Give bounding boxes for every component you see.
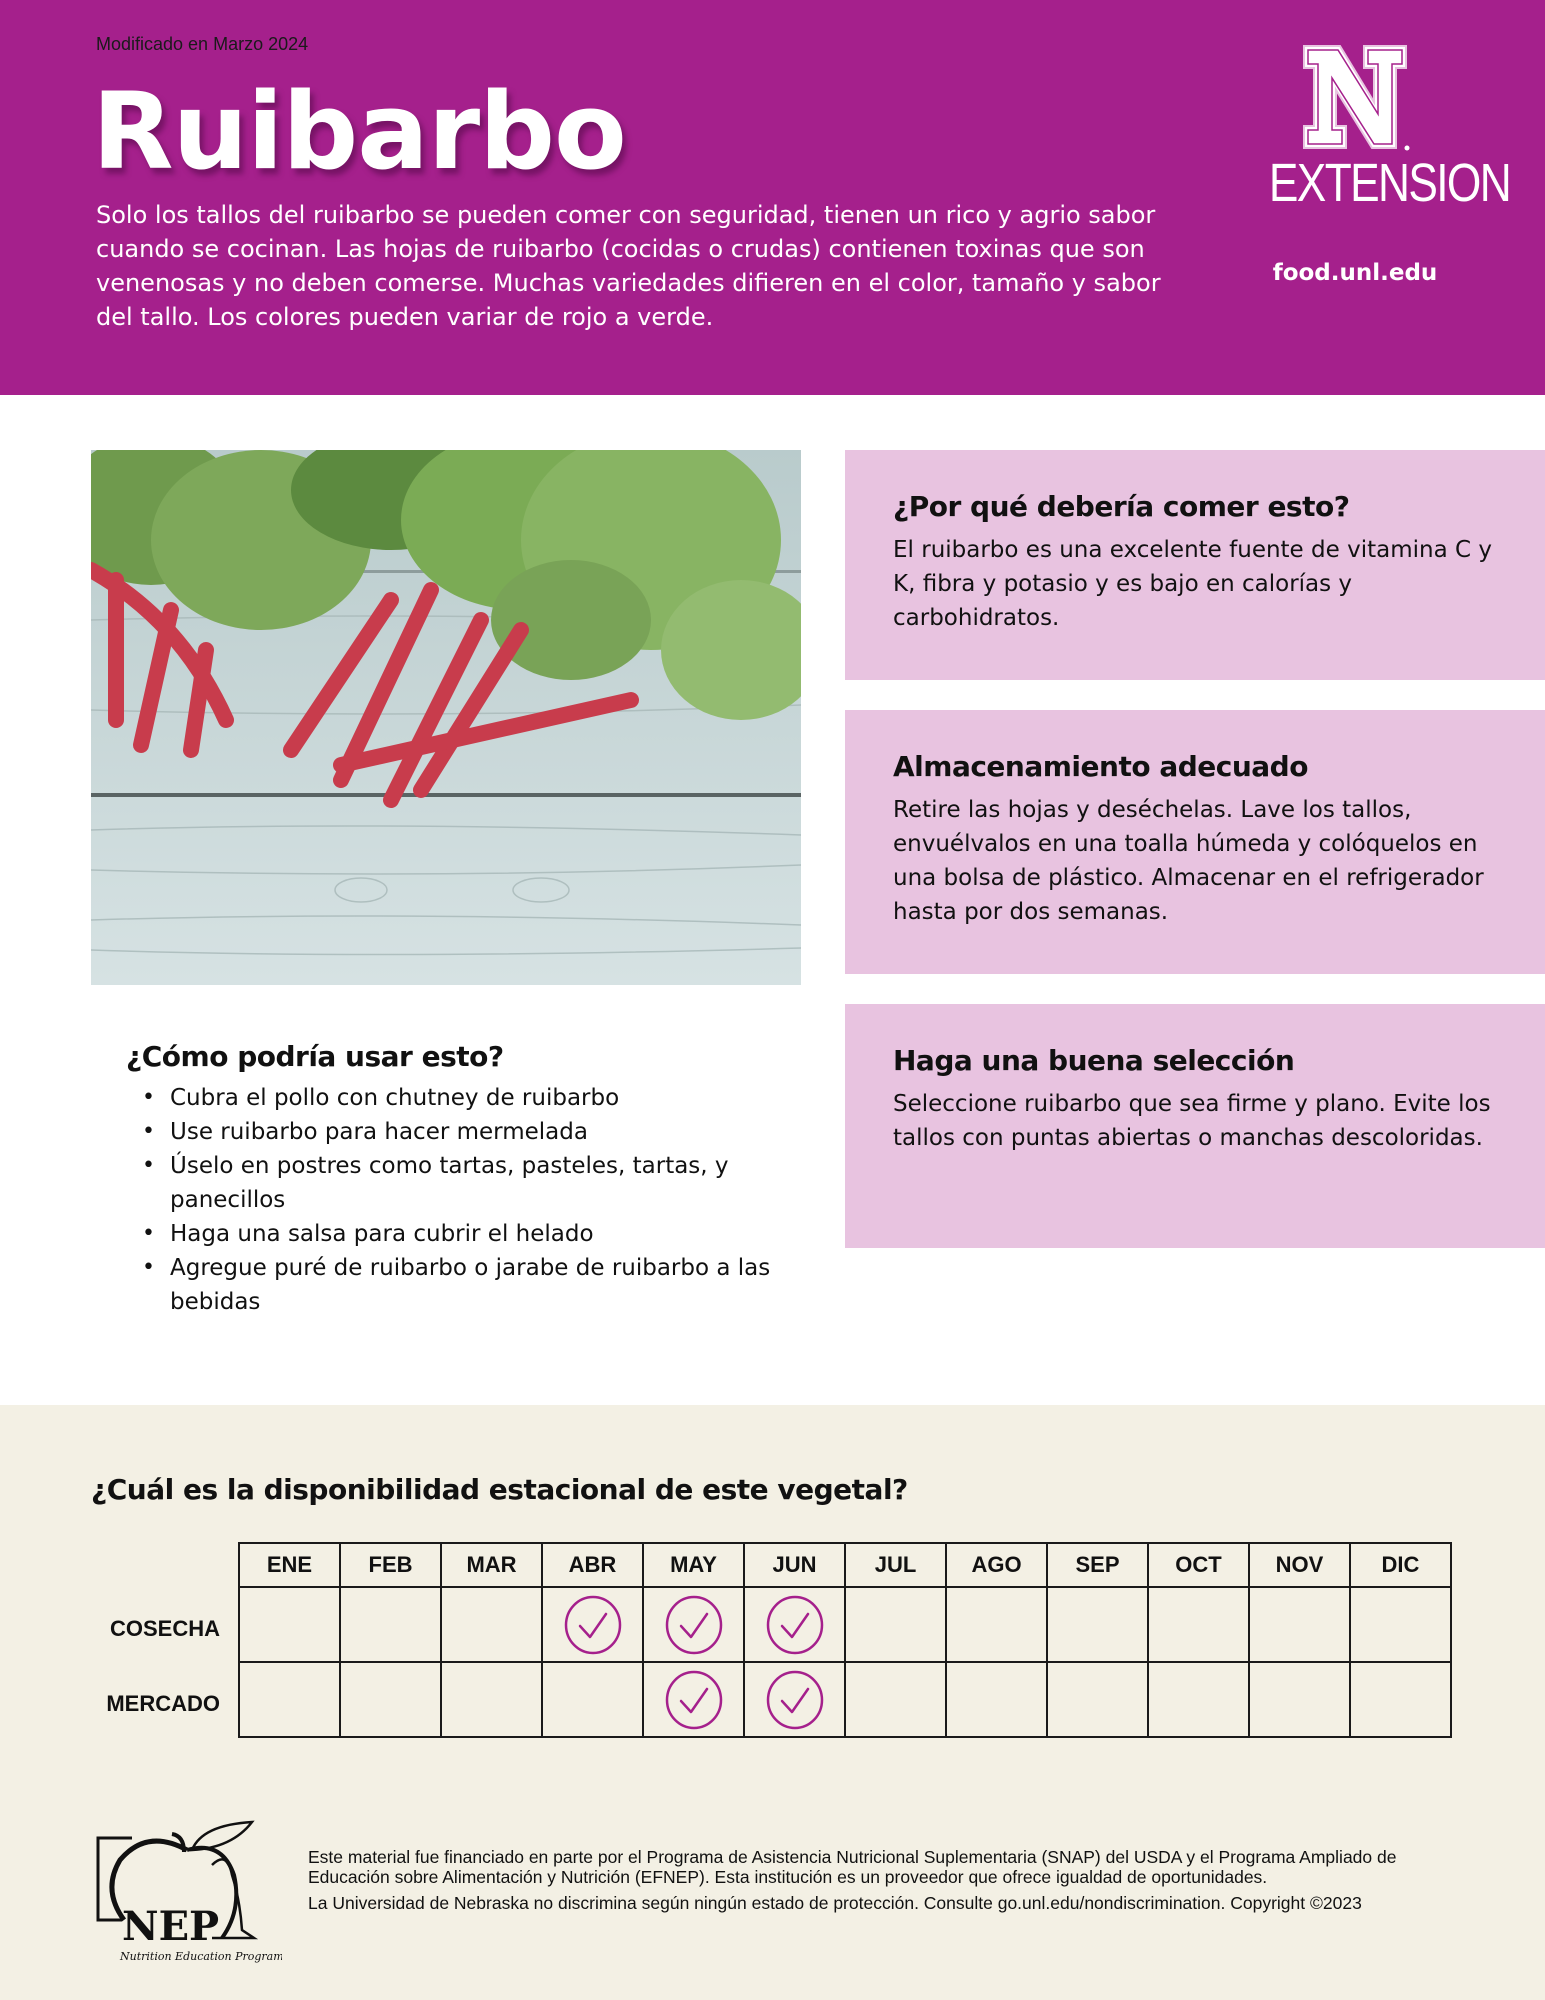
nondiscrimination-statement: La Universidad de Nebraska no discrimina según ningún estado de protección. Consulte go.unl.edu/nondiscrimination. Copyright ©2023 [308,1893,1362,1913]
header-banner [0,0,1545,395]
nep-letters: NEP [122,1903,220,1950]
legal-text [308,1847,1408,1913]
why-eat-title: ¿Por qué debería comer esto? [893,490,1350,523]
month-header: DIC [1350,1543,1451,1587]
website-link[interactable]: food.unl.edu [1272,260,1438,286]
calendar-cell [239,1662,340,1737]
month-header-row [239,1543,1451,1587]
why-eat-box [845,450,1545,680]
use-list [126,1081,786,1319]
month-header: JUN [744,1543,845,1587]
month-header: NOV [1249,1543,1350,1587]
calendar-cell [542,1662,643,1737]
calendar-cell [441,1587,542,1662]
nebraska-extension-logo [1250,42,1511,286]
month-header: MAR [441,1543,542,1587]
calendar-cell [744,1662,845,1737]
month-header: AGO [946,1543,1047,1587]
list-item: • Haga una salsa para cubrir el helado [126,1217,786,1251]
calendar-cell [643,1662,744,1737]
list-item: • Use ruibarbo para hacer mermelada [126,1115,786,1149]
calendar-cell [1047,1662,1148,1737]
calendar-cell [340,1587,441,1662]
calendar-cell [1148,1662,1249,1737]
check-circle-icon [765,1595,825,1655]
row-label-market: MERCADO [106,1691,220,1716]
apple-nebraska-icon [92,1820,282,1965]
calendar-cell [239,1587,340,1662]
rhubarb-photo [91,450,801,985]
how-to-use-section [126,1040,786,1319]
storage-title: Almacenamiento adecuado [893,750,1308,783]
nep-subtitle: Nutrition Education Program [120,1950,282,1963]
calendar-cell [1249,1587,1350,1662]
calendar-cell [744,1587,845,1662]
calendar-cell [1350,1662,1451,1737]
calendar-cell [1047,1587,1148,1662]
list-item: • Úselo en postres como tartas, pasteles, tartas, y panecillos [126,1149,786,1217]
calendar-cell [845,1662,946,1737]
check-circle-icon [765,1670,825,1730]
extension-wordmark: EXTENSION [1268,153,1511,213]
selection-box [845,1004,1545,1248]
check-circle-icon [563,1595,623,1655]
storage-text: Retire las hojas y deséchelas. Lave los tallos, envuélvalos en una toalla húmeda y colóquelos en una bolsa de plástico. Almacenar en el refrigerador hasta por dos semanas. [893,797,1484,925]
rhubarb-image-icon [91,450,801,985]
calendar-cell [441,1662,542,1737]
market-row [239,1662,1451,1737]
storage-box [845,710,1545,974]
calendar-cell [845,1587,946,1662]
seasonal-calendar-table [238,1542,1452,1738]
calendar-cell [1148,1587,1249,1662]
month-header: SEP [1047,1543,1148,1587]
modified-date: Modificado en Marzo 2024 [96,34,309,54]
how-to-use-title: ¿Cómo podría usar esto? [126,1040,504,1073]
check-circle-icon [664,1595,724,1655]
seasonal-title: ¿Cuál es la disponibilidad estacional de este vegetal? [91,1473,908,1506]
calendar-cell [1350,1587,1451,1662]
month-header: ABR [542,1543,643,1587]
row-label-harvest: COSECHA [109,1616,220,1641]
selection-text: Seleccione ruibarbo que sea firme y plano. Evite los tallos con puntas abiertas o manchas descoloridas. [893,1091,1491,1151]
month-header: MAY [643,1543,744,1587]
list-item: • Agregue puré de ruibarbo o jarabe de ruibarbo a las bebidas [126,1251,786,1319]
nebraska-n-icon [1300,42,1410,152]
nep-logo [92,1820,282,1965]
page-title: Ruibarbo [92,70,626,193]
month-header: JUL [845,1543,946,1587]
intro-text: Solo los tallos del ruibarbo se pueden comer con seguridad, tienen un rico y agrio sabor cuando se cocinan. Las hojas de ruibarbo (cocidas o crudas) contienen toxinas que son venenosas y no deben comerse. Muchas variedades difieren en el color, tamaño y sabor del tallo. Los colores pueden variar de rojo a verde. [96,201,1161,331]
selection-title: Haga una buena selección [893,1044,1295,1077]
calendar-cell [1249,1662,1350,1737]
month-header: OCT [1148,1543,1249,1587]
calendar-cell [340,1662,441,1737]
calendar-cell [542,1587,643,1662]
calendar-cell [946,1587,1047,1662]
check-circle-icon [664,1670,724,1730]
funding-statement: Este material fue financiado en parte por el Programa de Asistencia Nutricional Suplementaria (SNAP) del USDA y el Programa Ampliado de Educación sobre Alimentación y Nutrición (EFNEP). Esta institución es un proveedor que ofrece igualdad de oportunidades. [308,1847,1397,1887]
list-item: • Cubra el pollo con chutney de ruibarbo [126,1081,786,1115]
harvest-row [239,1587,1451,1662]
calendar-cell [643,1587,744,1662]
why-eat-text: El ruibarbo es una excelente fuente de vitamina C y K, fibra y potasio y es bajo en calorías y carbohidratos. [893,537,1492,631]
calendar-cell [946,1662,1047,1737]
month-header: ENE [239,1543,340,1587]
month-header: FEB [340,1543,441,1587]
